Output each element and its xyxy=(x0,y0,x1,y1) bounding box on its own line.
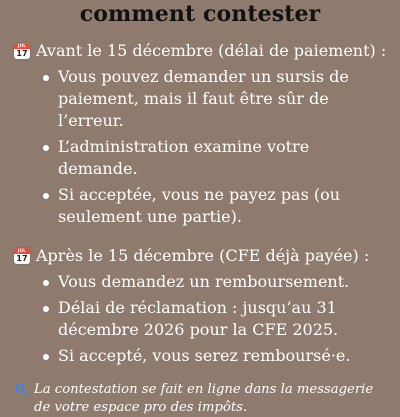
calendar-icon-day: 17 xyxy=(16,254,28,263)
calendar-icon-month: JUL xyxy=(18,248,26,253)
section-heading xyxy=(14,40,386,62)
list-item: Vous pouvez demander un sursis de paiement, mais il faut être sûr de l’erreur. xyxy=(40,66,386,132)
calendar-icon xyxy=(14,248,30,264)
calendar-icon-day: 17 xyxy=(16,49,28,58)
section-heading xyxy=(14,245,386,267)
search-icon xyxy=(14,382,28,396)
list-item: Si accepté, vous serez remboursé·e. xyxy=(40,345,386,367)
list-item: L’administration examine votre demande. xyxy=(40,136,386,180)
bullet-list xyxy=(14,271,386,367)
note-text: La contestation se fait en ligne dans la messagerie de votre espace pro des impôts. xyxy=(34,382,374,415)
list-item: Si acceptée, vous ne payez pas (ou seulement une partie). xyxy=(40,184,386,228)
calendar-icon xyxy=(14,43,30,59)
note xyxy=(14,381,386,417)
calendar-icon-month: JUL xyxy=(18,43,26,48)
section-before-deadline xyxy=(14,40,386,228)
list-item: Délai de réclamation : jusqu’au 31 décembre 2026 pour la CFE 2025. xyxy=(40,297,386,341)
bullet-list xyxy=(14,66,386,228)
section-after-deadline xyxy=(14,245,386,367)
section-heading-text: Avant le 15 décembre (délai de paiement) : xyxy=(36,41,387,60)
section-heading-text: Après le 15 décembre (CFE déjà payée) : xyxy=(36,246,370,265)
page-title: comment contester xyxy=(79,1,321,27)
list-item: Vous demandez un remboursement. xyxy=(40,271,386,293)
